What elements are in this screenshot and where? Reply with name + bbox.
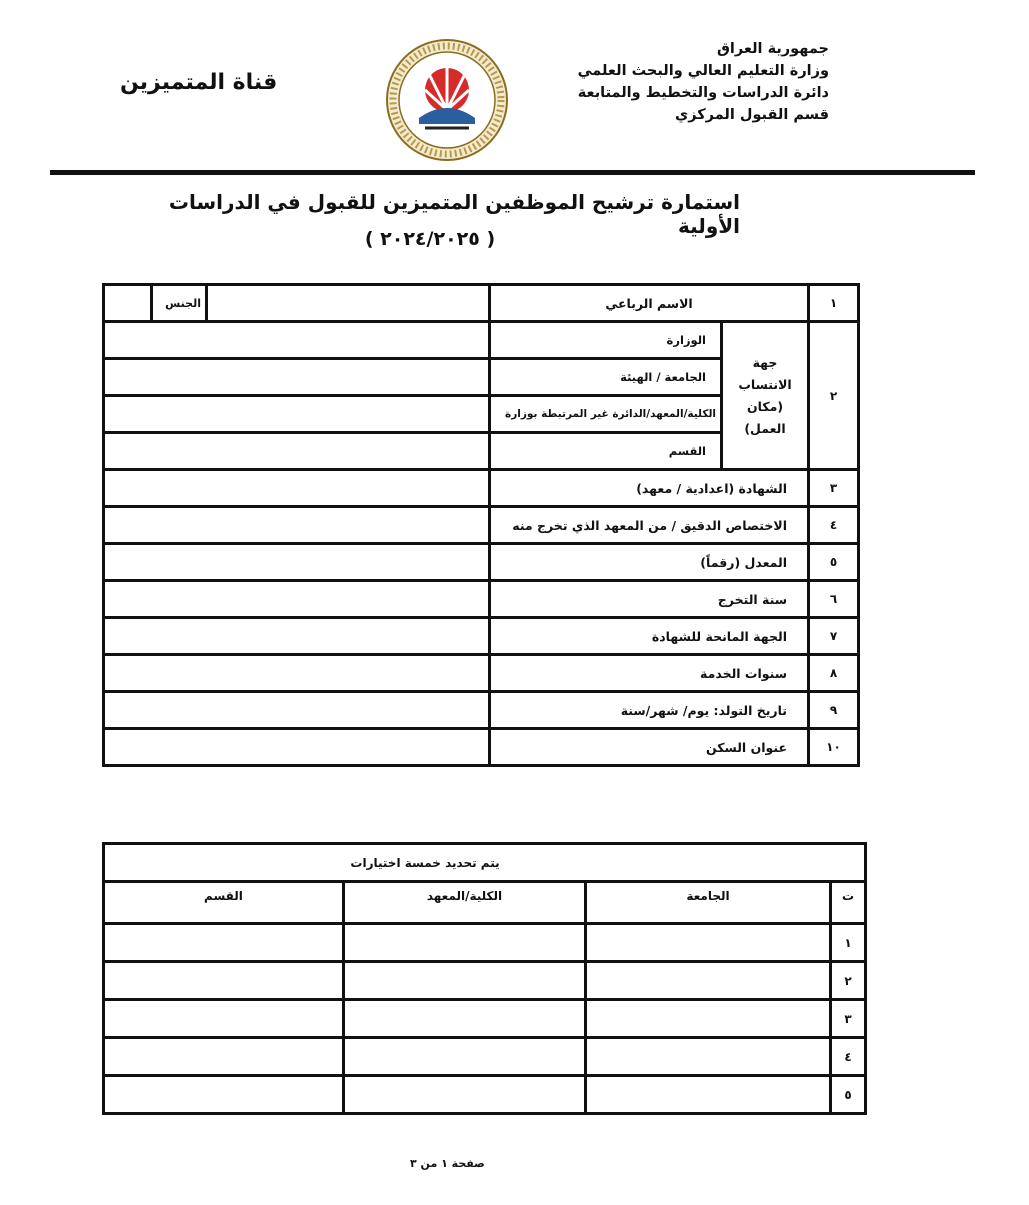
column-header-university: الجامعة bbox=[586, 882, 831, 924]
ministry-logo bbox=[385, 38, 509, 162]
choice-university-cell[interactable] bbox=[586, 1038, 831, 1076]
birth-date-value-cell[interactable] bbox=[104, 692, 490, 729]
gpa-value-cell[interactable] bbox=[104, 544, 490, 581]
gpa-label: المعدل (رقماً) bbox=[490, 544, 809, 581]
choice-dept-cell[interactable] bbox=[104, 962, 344, 1000]
column-header-dept: القسم bbox=[104, 882, 344, 924]
choice-number: ١ bbox=[831, 924, 866, 962]
row-number: ٦ bbox=[809, 581, 859, 618]
ministry-value-cell[interactable] bbox=[104, 322, 490, 359]
affiliation-line-3: (مكان العمل) bbox=[744, 398, 786, 436]
issuer-value-cell[interactable] bbox=[104, 618, 490, 655]
college-label: الكلية/المعهد/الدائرة غير المرتبطة بوزارة bbox=[490, 396, 722, 433]
ministry-label: الوزارة bbox=[490, 322, 722, 359]
choice-row bbox=[104, 924, 866, 962]
department-label: القسم bbox=[490, 433, 722, 470]
choice-college-cell[interactable] bbox=[344, 924, 586, 962]
choice-number: ٢ bbox=[831, 962, 866, 1000]
choices-heading: يتم تحديد خمسة اختيارات bbox=[104, 844, 866, 882]
choice-dept-cell[interactable] bbox=[104, 1076, 344, 1114]
choice-row bbox=[104, 1000, 866, 1038]
university-value-cell[interactable] bbox=[104, 359, 490, 396]
form-row-gpa bbox=[104, 544, 859, 581]
address-label: عنوان السكن bbox=[490, 729, 809, 766]
choice-row bbox=[104, 1076, 866, 1114]
full-name-label: الاسم الرباعي bbox=[490, 285, 809, 322]
form-row-ministry bbox=[104, 322, 859, 359]
row-number: ٢ bbox=[809, 322, 859, 470]
choice-dept-cell[interactable] bbox=[104, 1038, 344, 1076]
row-number: ٥ bbox=[809, 544, 859, 581]
form-row-graduation-year bbox=[104, 581, 859, 618]
academic-year: ( ٢٠٢٤/٢٠٢٥ ) bbox=[364, 228, 496, 250]
nomination-form-table bbox=[102, 283, 860, 767]
gender-label: الجنس bbox=[152, 285, 207, 322]
gender-value-cell[interactable] bbox=[104, 285, 152, 322]
choice-dept-cell[interactable] bbox=[104, 1000, 344, 1038]
specialization-label: الاختصاص الدقيق / من المعهد الذي تخرج منه bbox=[490, 507, 809, 544]
row-number: ٩ bbox=[809, 692, 859, 729]
page-number: صفحة ١ من ٣ bbox=[410, 1157, 485, 1170]
form-row-service-years bbox=[104, 655, 859, 692]
certificate-value-cell[interactable] bbox=[104, 470, 490, 507]
choice-number: ٣ bbox=[831, 1000, 866, 1038]
choice-row bbox=[104, 962, 866, 1000]
header-line-3: دائرة الدراسات والتخطيط والمتابعة bbox=[577, 85, 829, 101]
affiliation-line-2: الانتساب bbox=[738, 376, 792, 392]
choices-column-header-row bbox=[104, 882, 866, 924]
service-years-label: سنوات الخدمة bbox=[490, 655, 809, 692]
graduation-year-value-cell[interactable] bbox=[104, 581, 490, 618]
choice-college-cell[interactable] bbox=[344, 1000, 586, 1038]
form-title: استمارة ترشيح الموظفين المتميزين للقبول في الدراسات الأولية bbox=[168, 190, 740, 238]
form-row-birth-date bbox=[104, 692, 859, 729]
form-row-certificate bbox=[104, 470, 859, 507]
form-row-issuer bbox=[104, 618, 859, 655]
column-header-college: الكلية/المعهد bbox=[344, 882, 586, 924]
address-value-cell[interactable] bbox=[104, 729, 490, 766]
form-row-full-name bbox=[104, 285, 859, 322]
choice-university-cell[interactable] bbox=[586, 1076, 831, 1114]
affiliation-line-1: جهة bbox=[752, 354, 778, 370]
college-value-cell[interactable] bbox=[104, 396, 490, 433]
certificate-label: الشهادة (اعدادية / معهد) bbox=[490, 470, 809, 507]
choice-row bbox=[104, 1038, 866, 1076]
choice-university-cell[interactable] bbox=[586, 1000, 831, 1038]
column-header-seq: ت bbox=[831, 882, 866, 924]
ministry-header bbox=[578, 38, 829, 126]
row-number: ١٠ bbox=[809, 729, 859, 766]
choice-dept-cell[interactable] bbox=[104, 924, 344, 962]
choices-heading-row bbox=[104, 844, 866, 882]
header-line-2: وزارة التعليم العالي والبحث العلمي bbox=[577, 63, 829, 79]
header-line-4: قسم القبول المركزي bbox=[674, 107, 829, 123]
service-years-value-cell[interactable] bbox=[104, 655, 490, 692]
row-number: ٤ bbox=[809, 507, 859, 544]
choice-college-cell[interactable] bbox=[344, 1076, 586, 1114]
choices-table bbox=[102, 842, 867, 1115]
row-number: ٨ bbox=[809, 655, 859, 692]
graduation-year-label: سنة التخرج bbox=[490, 581, 809, 618]
choice-college-cell[interactable] bbox=[344, 962, 586, 1000]
row-number: ٣ bbox=[809, 470, 859, 507]
issuer-label: الجهة المانحة للشهادة bbox=[490, 618, 809, 655]
row-number: ١ bbox=[809, 285, 859, 322]
university-label: الجامعة / الهيئة bbox=[490, 359, 722, 396]
choice-university-cell[interactable] bbox=[586, 924, 831, 962]
affiliation-label bbox=[722, 322, 809, 470]
department-value-cell[interactable] bbox=[104, 433, 490, 470]
form-row-address bbox=[104, 729, 859, 766]
header-divider bbox=[50, 170, 975, 175]
birth-date-label: تاريخ التولد: يوم/ شهر/سنة bbox=[490, 692, 809, 729]
specialization-value-cell[interactable] bbox=[104, 507, 490, 544]
choice-university-cell[interactable] bbox=[586, 962, 831, 1000]
row-number: ٧ bbox=[809, 618, 859, 655]
form-row-specialization bbox=[104, 507, 859, 544]
channel-title: قناة المتميزين bbox=[120, 70, 278, 95]
header-line-1: جمهورية العراق bbox=[716, 41, 829, 57]
choice-number: ٥ bbox=[831, 1076, 866, 1114]
full-name-value-cell[interactable] bbox=[207, 285, 490, 322]
choice-number: ٤ bbox=[831, 1038, 866, 1076]
choice-college-cell[interactable] bbox=[344, 1038, 586, 1076]
